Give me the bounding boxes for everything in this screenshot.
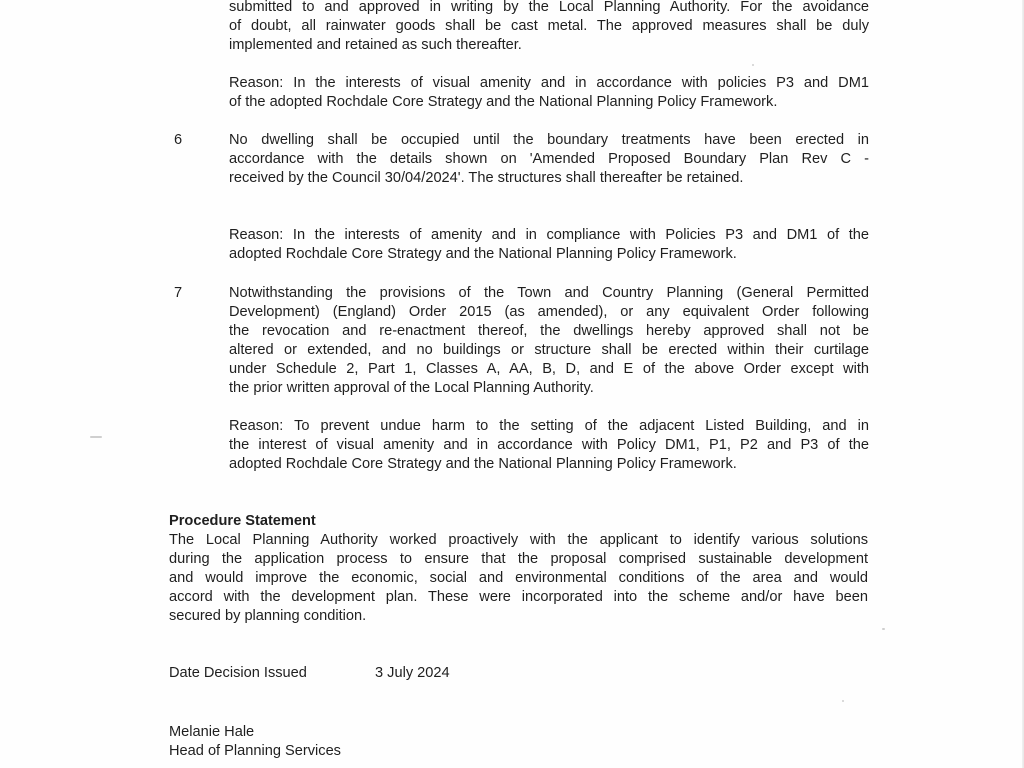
condition-6-line-1: No dwelling shall be occupied until the boundary treatments have been erected in: [229, 132, 869, 148]
condition-6-number: 6: [174, 132, 183, 148]
scan-speck: [90, 436, 102, 438]
condition-7-line-2: Development) (England) Order 2015 (as amended), or any equivalent Order following: [229, 304, 869, 320]
procedure-line-2: during the application process to ensure that the proposal comprised sustainable development: [169, 551, 868, 567]
condition-7-line-5: under Schedule 2, Part 1, Classes A, AA, B, D, and E of the above Order except with: [229, 361, 869, 377]
procedure-line-1: The Local Planning Authority worked proactively with the applicant to identify various solutions: [169, 532, 868, 548]
date-decision-value: 3 July 2024: [375, 665, 450, 681]
condition-6-reason-line-1: Reason: In the interests of amenity and in compliance with Policies P3 and DM1 of the: [229, 227, 869, 243]
condition-5-line-3: implemented and retained as such thereafter.: [229, 37, 522, 53]
procedure-statement-heading: Procedure Statement: [169, 513, 316, 529]
procedure-line-3: and would improve the economic, social and environmental conditions of the area and would: [169, 570, 868, 586]
condition-6-line-2: accordance with the details shown on 'Amended Proposed Boundary Plan Rev C -: [229, 151, 869, 167]
condition-7-reason-line-1: Reason: To prevent undue harm to the setting of the adjacent Listed Building, and in: [229, 418, 869, 434]
condition-5-line-1: submitted to and approved in writing by the Local Planning Authority. For the avoidance: [229, 0, 869, 15]
condition-7-line-3: the revocation and re-enactment thereof, the dwellings hereby approved shall not be: [229, 323, 869, 339]
condition-6-reason-line-2: adopted Rochdale Core Strategy and the National Planning Policy Framework.: [229, 246, 737, 262]
procedure-line-4: accord with the development plan. These were incorporated into the scheme and/or have been: [169, 589, 868, 605]
condition-5-reason-line-1: Reason: In the interests of visual amenity and in accordance with policies P3 and DM1: [229, 75, 869, 91]
date-decision-label: Date Decision Issued: [169, 665, 307, 681]
signatory-title: Head of Planning Services: [169, 743, 341, 759]
condition-7-reason-line-3: adopted Rochdale Core Strategy and the National Planning Policy Framework.: [229, 456, 737, 472]
condition-5-line-2: of doubt, all rainwater goods shall be cast metal. The approved measures shall be duly: [229, 18, 869, 34]
scan-speck: [752, 64, 754, 66]
condition-6-line-3: received by the Council 30/04/2024'. The structures shall thereafter be retained.: [229, 170, 744, 186]
condition-7-line-1: Notwithstanding the provisions of the Town and Country Planning (General Permitted: [229, 285, 869, 301]
scan-speck: [882, 628, 885, 630]
condition-7-line-6: the prior written approval of the Local Planning Authority.: [229, 380, 594, 396]
signatory-name: Melanie Hale: [169, 724, 255, 740]
scan-speck: [842, 700, 844, 702]
condition-7-line-4: altered or extended, and no buildings or structure shall be erected within their curtilage: [229, 342, 869, 358]
procedure-line-5: secured by planning condition.: [169, 608, 367, 624]
condition-7-number: 7: [174, 285, 183, 301]
condition-7-reason-line-2: the interest of visual amenity and in accordance with Policy DM1, P1, P2 and P3 of the: [229, 437, 869, 453]
condition-5-reason-line-2: of the adopted Rochdale Core Strategy and the National Planning Policy Framework.: [229, 94, 778, 110]
